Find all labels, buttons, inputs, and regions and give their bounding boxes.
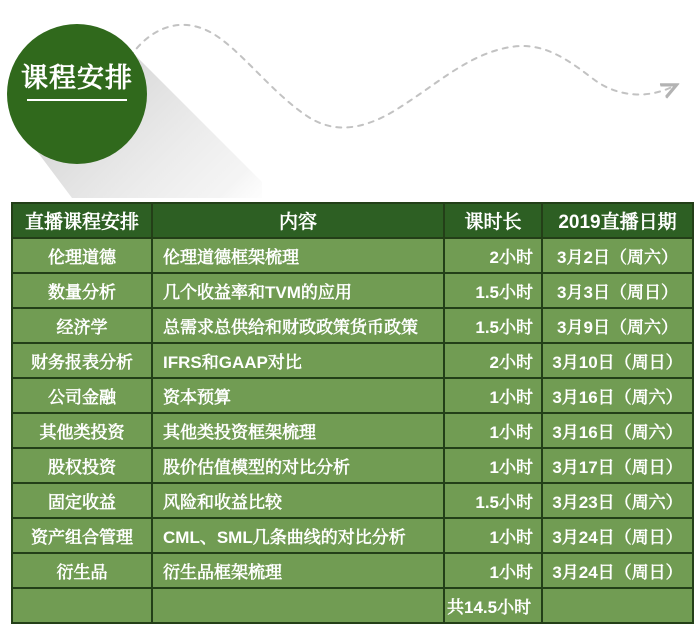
table-cell: 1小时 bbox=[444, 553, 542, 588]
header-cell-date: 2019直播日期 bbox=[542, 203, 693, 238]
dashed-squiggle-arrow-icon bbox=[130, 25, 672, 128]
table-cell: 风险和收益比较 bbox=[152, 483, 444, 518]
header-cell-duration: 课时长 bbox=[444, 203, 542, 238]
table-cell: 3月24日（周日） bbox=[542, 518, 693, 553]
banner-graphic bbox=[0, 0, 698, 200]
table-row bbox=[12, 553, 693, 588]
table-cell: 1.5小时 bbox=[444, 273, 542, 308]
header-cell-content: 内容 bbox=[152, 203, 444, 238]
table-cell: 3月3日（周日） bbox=[542, 273, 693, 308]
table-cell: 其他类投资 bbox=[12, 413, 152, 448]
table-cell: 3月16日（周六） bbox=[542, 378, 693, 413]
table-cell: IFRS和GAAP对比 bbox=[152, 343, 444, 378]
table-cell: 数量分析 bbox=[12, 273, 152, 308]
table-cell: 3月2日（周六） bbox=[542, 238, 693, 273]
table-header-row bbox=[12, 203, 693, 238]
table-cell: CML、SML几条曲线的对比分析 bbox=[152, 518, 444, 553]
total-hours-cell: 共14.5小时 bbox=[444, 588, 542, 623]
table-row bbox=[12, 238, 693, 273]
table-row bbox=[12, 483, 693, 518]
table-cell: 2小时 bbox=[444, 238, 542, 273]
course-badge-label: 课程安排 bbox=[21, 63, 133, 93]
table-cell: 几个收益率和TVM的应用 bbox=[152, 273, 444, 308]
table-row bbox=[12, 518, 693, 553]
table-row bbox=[12, 413, 693, 448]
table-row bbox=[12, 378, 693, 413]
table-cell: 2小时 bbox=[444, 343, 542, 378]
table-cell: 伦理道德 bbox=[12, 238, 152, 273]
table-cell: 3月10日（周日） bbox=[542, 343, 693, 378]
table-cell: 伦理道德框架梳理 bbox=[152, 238, 444, 273]
header-cell-course: 直播课程安排 bbox=[12, 203, 152, 238]
table-cell: 总需求总供给和财政政策货币政策 bbox=[152, 308, 444, 343]
table-cell: 其他类投资框架梳理 bbox=[152, 413, 444, 448]
table-cell: 1.5小时 bbox=[444, 308, 542, 343]
banner bbox=[0, 0, 698, 200]
table-cell: 衍生品 bbox=[12, 553, 152, 588]
table-cell: 资本预算 bbox=[152, 378, 444, 413]
table-cell: 衍生品框架梳理 bbox=[152, 553, 444, 588]
table-row bbox=[12, 308, 693, 343]
table-cell: 资产组合管理 bbox=[12, 518, 152, 553]
table-cell bbox=[12, 588, 152, 623]
table-cell: 公司金融 bbox=[12, 378, 152, 413]
course-badge-circle bbox=[7, 24, 147, 164]
table-cell bbox=[152, 588, 444, 623]
table-cell: 1.5小时 bbox=[444, 483, 542, 518]
total-row bbox=[12, 588, 693, 623]
table-cell: 财务报表分析 bbox=[12, 343, 152, 378]
table-cell: 1小时 bbox=[444, 378, 542, 413]
schedule-table bbox=[11, 202, 694, 624]
table-cell: 股价估值模型的对比分析 bbox=[152, 448, 444, 483]
table-cell: 3月24日（周日） bbox=[542, 553, 693, 588]
table-cell: 3月23日（周六） bbox=[542, 483, 693, 518]
table-cell bbox=[542, 588, 693, 623]
table-cell: 3月16日（周六） bbox=[542, 413, 693, 448]
schedule-table-body bbox=[12, 203, 693, 623]
table-cell: 3月17日（周日） bbox=[542, 448, 693, 483]
table-cell: 1小时 bbox=[444, 413, 542, 448]
table-row bbox=[12, 273, 693, 308]
table-row bbox=[12, 448, 693, 483]
table-cell: 1小时 bbox=[444, 448, 542, 483]
table-row bbox=[12, 343, 693, 378]
table-cell: 1小时 bbox=[444, 518, 542, 553]
table-cell: 3月9日（周六） bbox=[542, 308, 693, 343]
table-cell: 股权投资 bbox=[12, 448, 152, 483]
table-cell: 固定收益 bbox=[12, 483, 152, 518]
table-cell: 经济学 bbox=[12, 308, 152, 343]
